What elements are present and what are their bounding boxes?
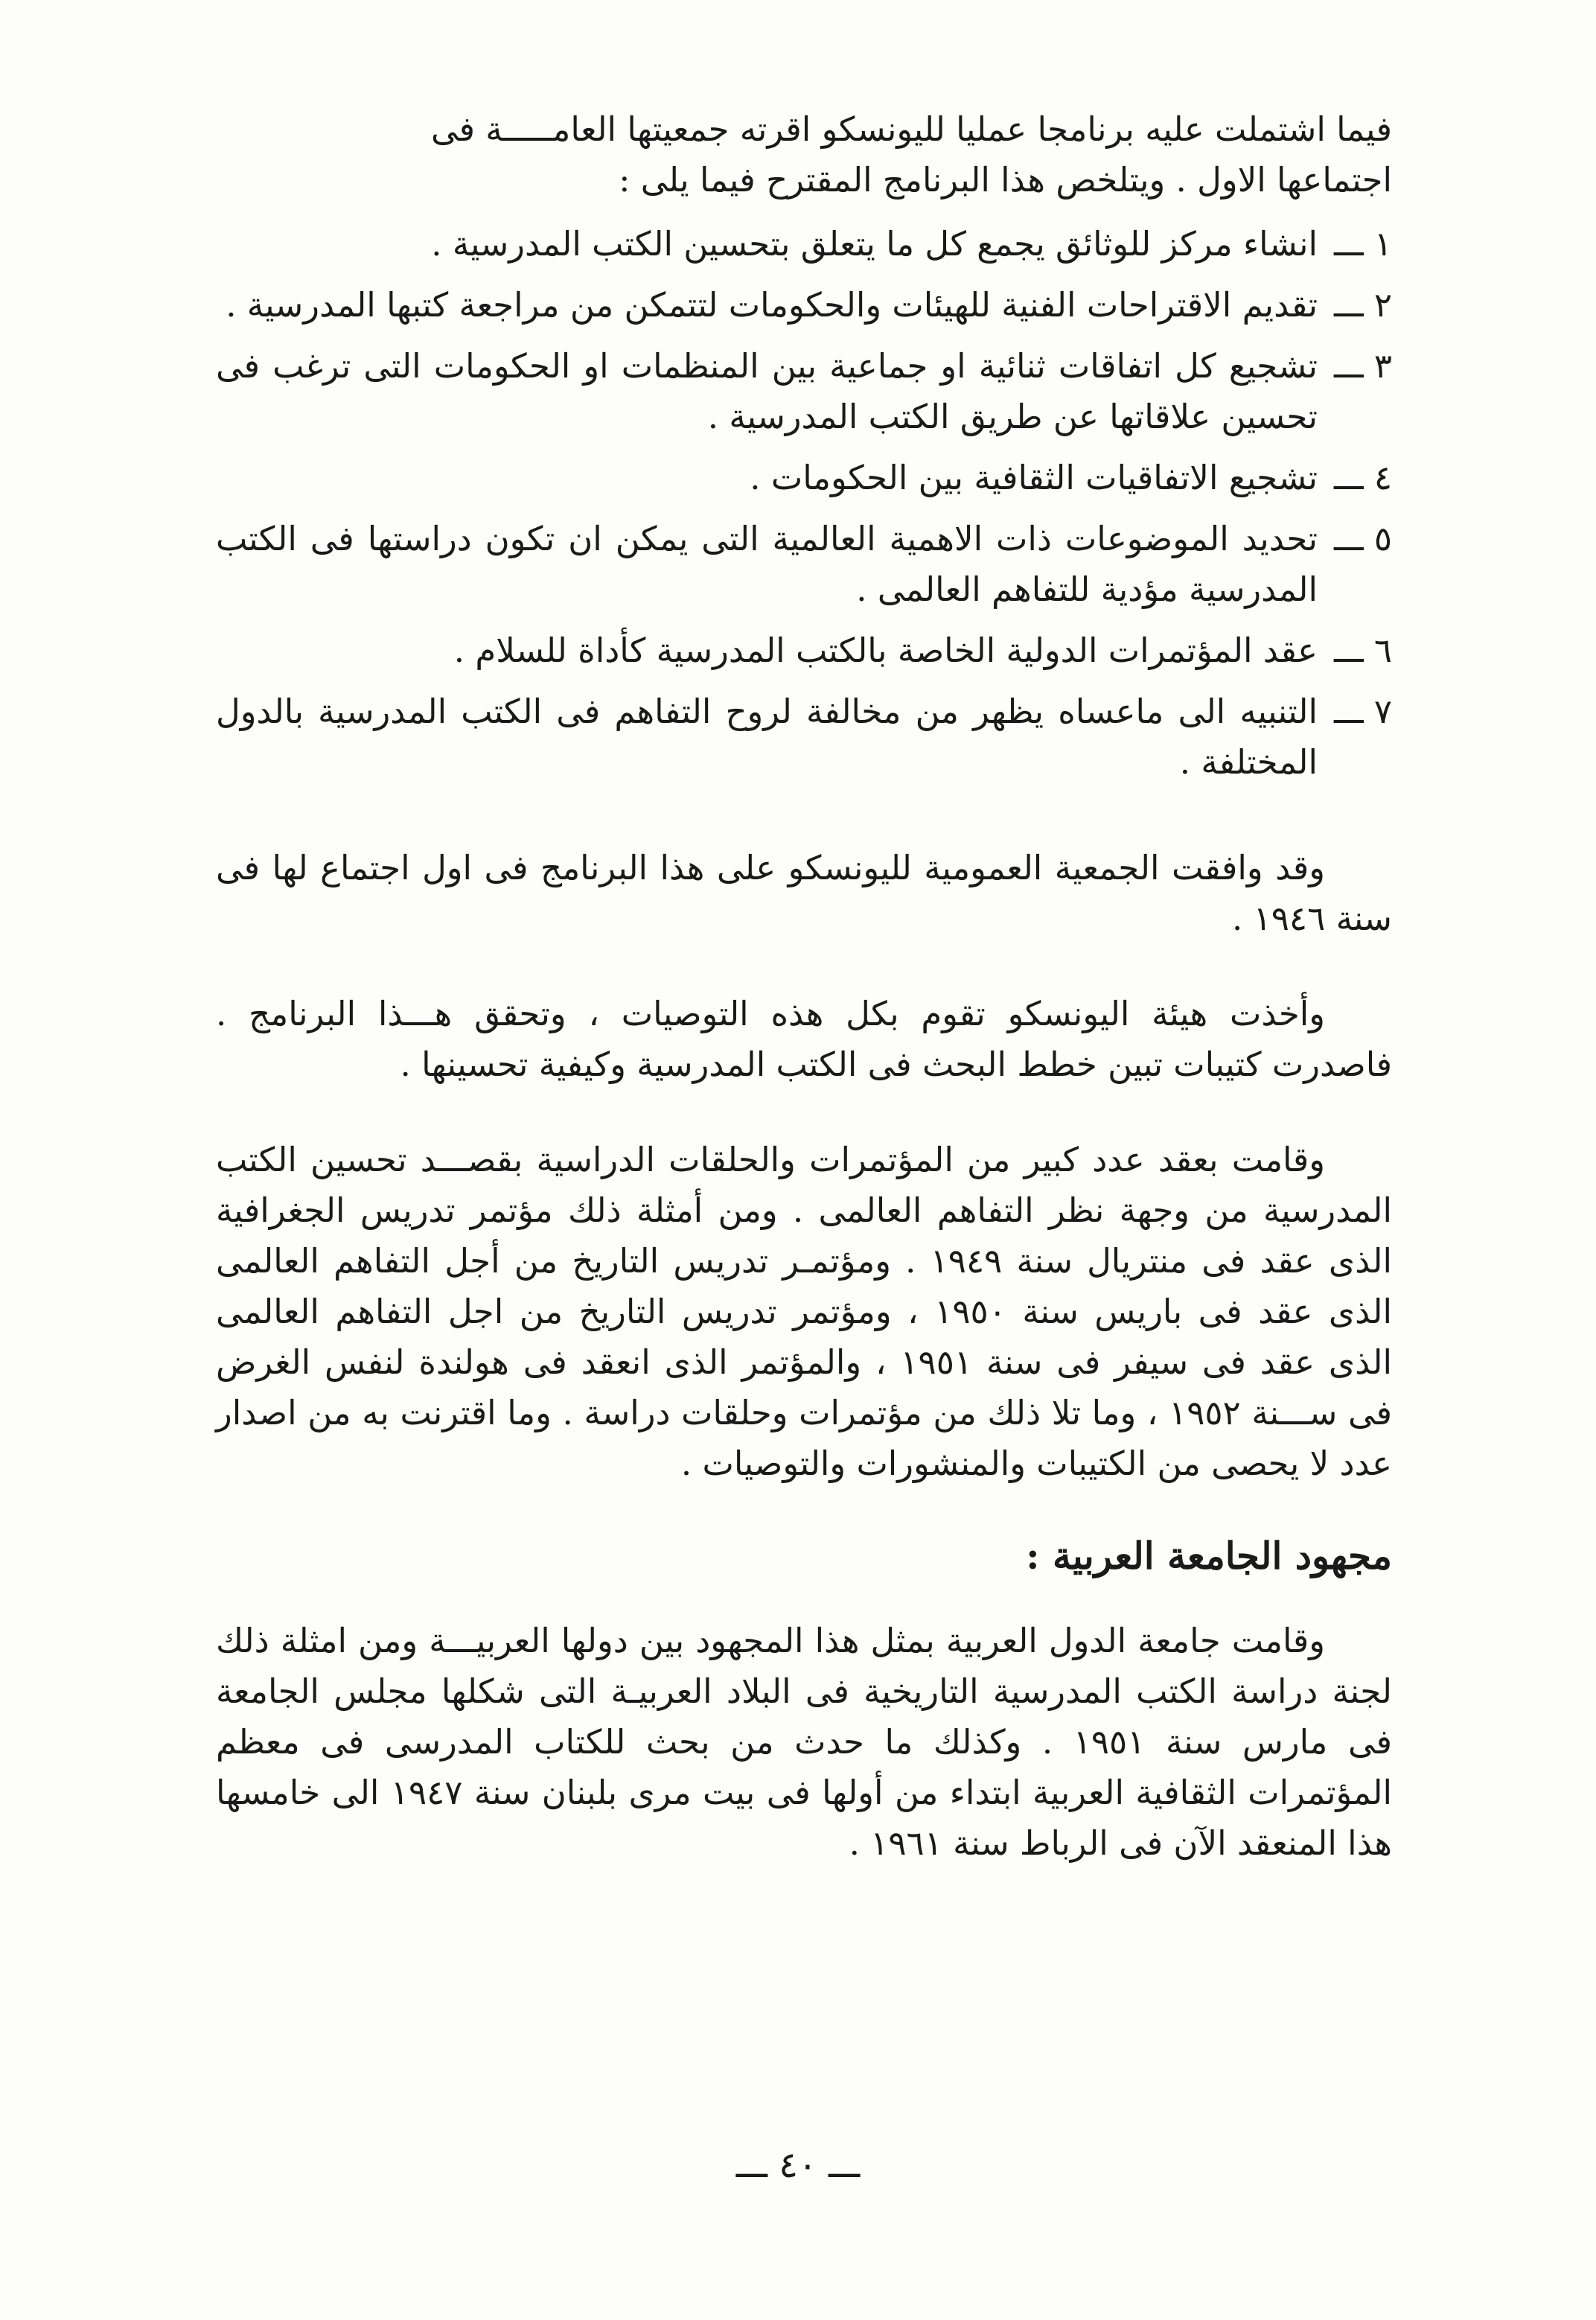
spacer bbox=[216, 1090, 1392, 1135]
list-item bbox=[216, 280, 1392, 331]
list-item-number: ٥ ـــ bbox=[1333, 519, 1392, 558]
list-item-text: تحديد الموضوعات ذات الاهمية العالمية التى يمكن ان تكون دراستها فى الكتب المدرسية مؤدية للتفاهم العالمى . bbox=[216, 519, 1318, 609]
paragraph-unesco-approval: وقد وافقت الجمعية العمومية لليونسكو على هذا البرنامج فى اول اجتماع لها فى سنة ١٩٤٦ . bbox=[216, 848, 1392, 938]
list-item-text: انشاء مركز للوثائق يجمع كل ما يتعلق بتحسين الكتب المدرسية . bbox=[431, 224, 1318, 264]
spacer bbox=[216, 944, 1392, 989]
list-item bbox=[216, 219, 1392, 270]
spacer bbox=[216, 798, 1392, 843]
list-item-text: تشجيع كل اتفاقات ثنائية او جماعية بين المنظمات او الحكومات التى ترغب فى تحسين علاقاتها عن طريق الكتب المدرسية . bbox=[216, 346, 1318, 436]
list-item bbox=[216, 453, 1392, 503]
list-item-text: عقد المؤتمرات الدولية الخاصة بالكتب المدرسية كأداة للسلام . bbox=[453, 631, 1318, 670]
list-item bbox=[216, 625, 1392, 676]
list-item bbox=[216, 514, 1392, 615]
intro-line-1: فيما اشتملت عليه برنامجا عمليا لليونسكو اقرته جمعيتها العامـــــة فى bbox=[430, 109, 1392, 149]
list-item-text: تشجيع الاتفاقيات الثقافية بين الحكومات . bbox=[750, 458, 1318, 497]
page-number: ـــ ٤٠ ـــ bbox=[735, 2144, 861, 2186]
intro-line-2: اجتماعها الاول . ويتلخص هذا البرنامج المقترح فيما يلى : bbox=[619, 160, 1392, 200]
list-item-number: ٤ ـــ bbox=[1333, 458, 1392, 497]
list-item-text: تقديم الاقتراحات الفنية للهيئات والحكومات لتتمكن من مراجعة كتبها المدرسية . bbox=[226, 285, 1318, 325]
list-item-text: التنبيه الى ماعساه يظهر من مخالفة لروح التفاهم فى الكتب المدرسية بالدول المختلفة . bbox=[216, 692, 1318, 782]
list-item-number: ٣ ـــ bbox=[1333, 346, 1392, 386]
paragraph-arab-league: وقامت جامعة الدول العربية بمثل هذا المجهود بين دولها العربيـــة ومن امثلة ذلك لجنة دراسة الكتب المدرسية التاريخية فى البلاد العربيـة التى شكلها مجلس الجامعة فى مارس سنة ١٩٥١ . وكذلك ما حدث من بحث للكتاب المدرسى فى معظم المؤتمرات الثقافية العربية ابتداء من أولها فى بيت مرى بلبنان سنة ١٩٤٧ الى خامسها هذا المنعقد الآن فى الرباط سنة ١٩٦١ . bbox=[216, 1621, 1392, 1863]
text-column bbox=[216, 104, 1392, 1869]
paragraph-conferences: وقامت بعقد عدد كبير من المؤتمرات والحلقات الدراسية بقصـــد تحسين الكتب المدرسية من وجهة نظر التفاهم العالمى . ومن أمثلة ذلك مؤتمر تدريس الجغرافية الذى عقد فى منتريال سنة ١٩٤٩ . ومؤتمـر تدريس التاريخ من أجل التفاهم العالمى الذى عقد فى باريس سنة ١٩٥٠ ، ومؤتمر تدريس التاريخ من اجل التفاهم العالمى الذى عقد فى سيفر فى سنة ١٩٥١ ، والمؤتمر الذى انعقد فى هولندة لنفس الغرض فى ســـنة ١٩٥٢ ، وما تلا ذلك من مؤتمرات وحلقات دراسة . وما اقترنت به من اصدار عدد لا يحصى من الكتيبات والمنشورات والتوصيات . bbox=[216, 1140, 1392, 1483]
list-item bbox=[216, 686, 1392, 788]
paragraph-unesco-recommendations: وأخذت هيئة اليونسكو تقوم بكل هذه التوصيات ، وتحقق هـــذا البرنامج . فاصدرت كتيبات تبين خطط البحث فى الكتب المدرسية وكيفية تحسينها . bbox=[216, 994, 1392, 1084]
program-list bbox=[216, 219, 1392, 788]
list-item-number: ٢ ـــ bbox=[1333, 285, 1392, 325]
section-heading: مجهود الجامعة العربية : bbox=[1026, 1534, 1392, 1578]
list-item-number: ٦ ـــ bbox=[1333, 631, 1392, 670]
list-item-number: ٧ ـــ bbox=[1333, 692, 1392, 731]
list-item-number: ١ ـــ bbox=[1333, 224, 1392, 264]
list-item bbox=[216, 341, 1392, 442]
